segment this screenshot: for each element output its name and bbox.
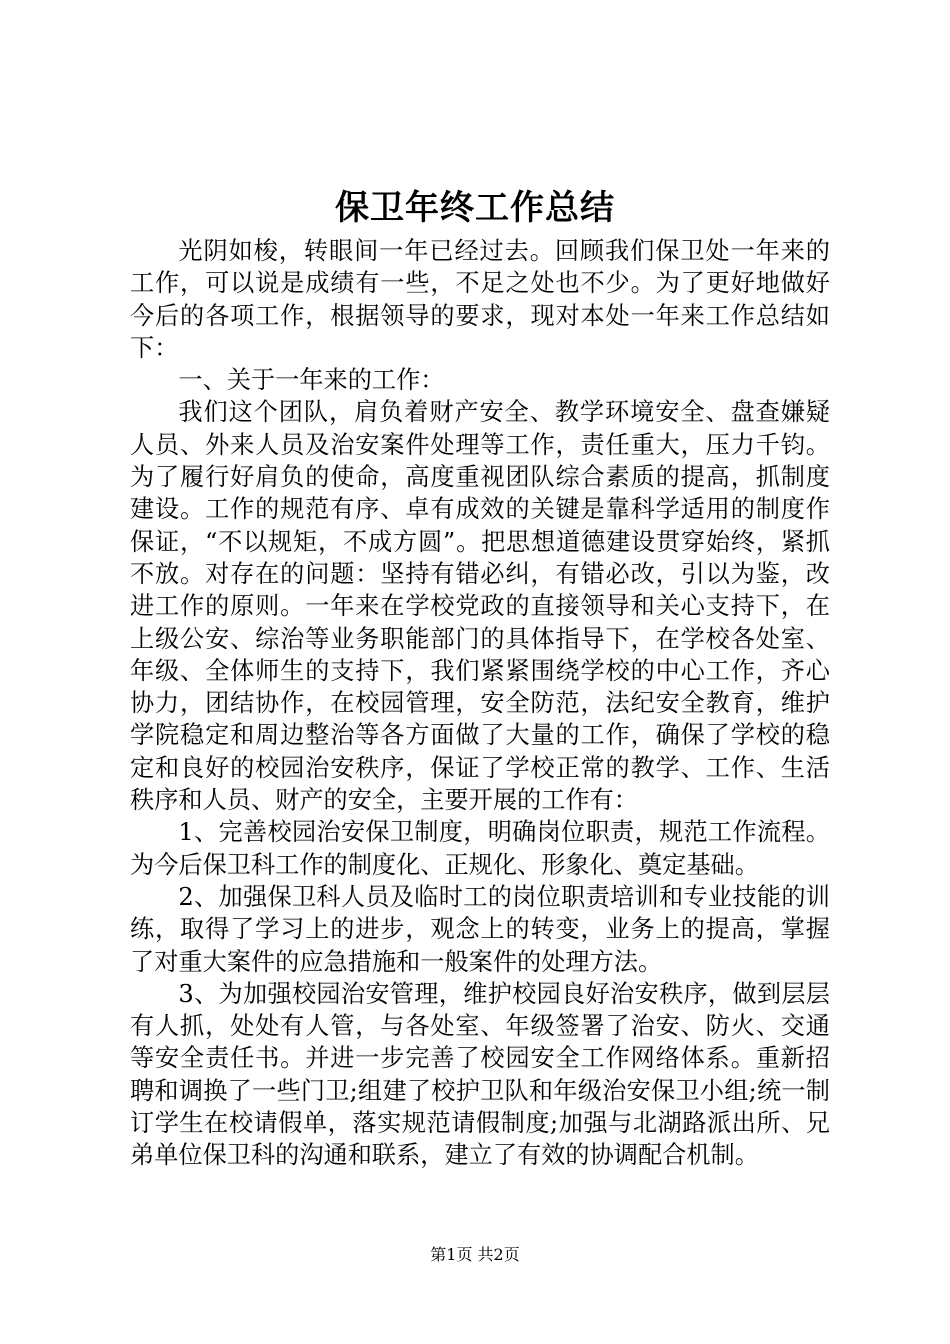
paragraph-team-work: 我们这个团队，肩负着财产安全、教学环境安全、盘查嫌疑人员、外来人员及治安案件处理等工作，责任重大，压力千钧。为了履行好肩负的使命，高度重视团队综合素质的提高，抓制度建设。工作的规范有序、卓有成效的关键是靠科学适用的制度作保证，“不以规矩，不成方圆”。把思想道德建设贯穿始终，紧抓不放。对存在的问题：坚持有错必纠，有错必改，引以为鉴，改进工作的原则。一年来在学校党政的直接领导和关心支持下，在上级公安、综治等业务职能部门的具体指导下，在学校各处室、年级、全体师生的支持下，我们紧紧围绕学校的中心工作，齐心协力，团结协作，在校园管理，安全防范，法纪安全教育，维护学院稳定和周边整治等各方面做了大量的工作，确保了学校的稳定和良好的校园治安秩序，保证了学校正常的教学、工作、生活秩序和人员、财产的安全，主要开展的工作有：	[130, 398, 830, 815]
paragraph-item-1: 1、完善校园治安保卫制度，明确岗位职责，规范工作流程。为今后保卫科工作的制度化、正规化、形象化、奠定基础。	[130, 818, 830, 879]
paragraph-intro: 光阴如梭，转眼间一年已经过去。回顾我们保卫处一年来的工作，可以说是成绩有一些，不足之处也不少。为了更好地做好今后的各项工作，根据领导的要求，现对本处一年来工作总结如下：	[130, 237, 830, 362]
paragraph-item-2: 2、加强保卫科人员及临时工的岗位职责培训和专业技能的训练，取得了学习上的进步，观念上的转变，业务上的提高，掌握了对重大案件的应急措施和一般案件的处理方法。	[130, 882, 830, 976]
paragraph-section-heading: 一、关于一年来的工作：	[178, 366, 445, 395]
paragraph-item-3: 3、为加强校园治安管理，维护校园良好治安秩序，做到层层有人抓，处处有人管，与各处室、年级签署了治安、防火、交通等安全责任书。并进一步完善了校园安全工作网络体系。重新招聘和调换了一些门卫;组建了校护卫队和年级治安保卫小组;统一制订学生在校请假单，落实规范请假制度;加强与北湖路派出所、兄弟单位保卫科的沟通和联系，建立了有效的协调配合机制。	[130, 979, 830, 1170]
document-title: 保卫年终工作总结	[335, 188, 615, 228]
document-body	[130, 235, 830, 1172]
page-number-footer: 第1页 共2页	[430, 1245, 520, 1264]
